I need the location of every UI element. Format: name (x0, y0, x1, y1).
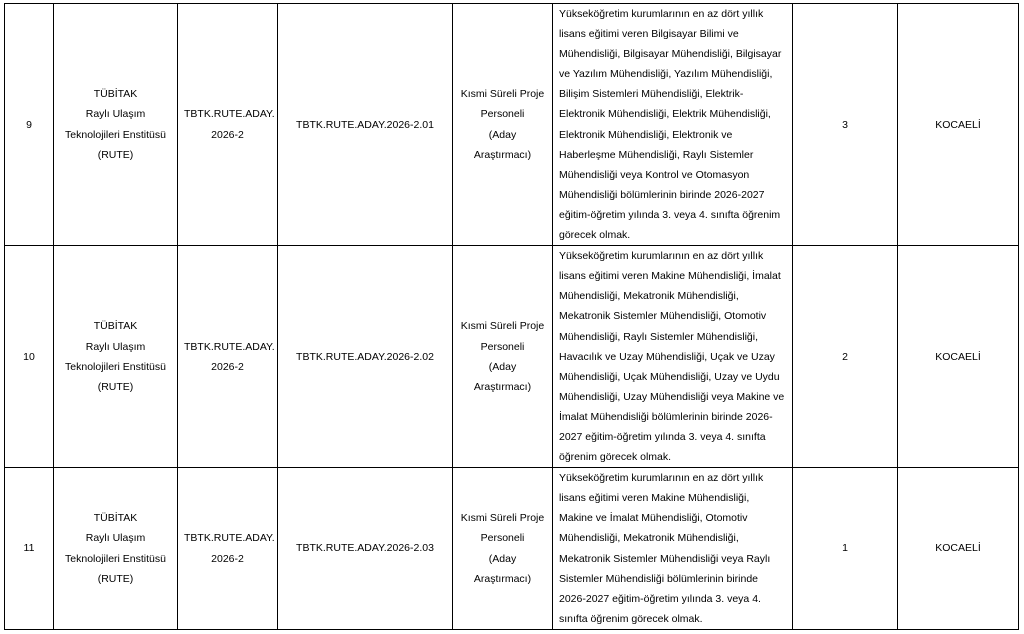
row-number-cell: 9 (5, 4, 54, 246)
requirements-cell: Yükseköğretim kurumlarının en az dört yıllık lisans eğitimi veren Makine Mühendisliği, Makine ve İmalat Mühendisliği, Otomotiv Mühendisliği, Mekatronik Mühendisliği, Mekatronik Sistemler Mühendisliği veya Raylı Sistemler Mühendisliği bölümlerinin birinde 2026-2027 eğitim-öğretim yılında 3. veya 4. sınıfta öğrenim görecek olmak. (553, 468, 793, 630)
table-row (5, 4, 1019, 246)
row-number-cell: 11 (5, 468, 54, 630)
position-code-cell: TBTK.RUTE.ADAY.2026-2.02 (278, 246, 453, 468)
position-table (4, 3, 1019, 630)
announcement-code-cell: TBTK.RUTE.ADAY. 2026-2 (178, 246, 278, 468)
position-code-cell: TBTK.RUTE.ADAY.2026-2.03 (278, 468, 453, 630)
table-row (5, 468, 1019, 630)
institution-cell: TÜBİTAK Raylı Ulaşım Teknolojileri Enstitüsü (RUTE) (54, 4, 178, 246)
position-type-cell: Kısmi Süreli Proje Personeli (Aday Araştırmacı) (453, 4, 553, 246)
position-count-cell: 2 (793, 246, 898, 468)
city-cell: KOCAELİ (898, 246, 1019, 468)
city-cell: KOCAELİ (898, 468, 1019, 630)
announcement-code-cell: TBTK.RUTE.ADAY. 2026-2 (178, 4, 278, 246)
position-type-cell: Kısmi Süreli Proje Personeli (Aday Araştırmacı) (453, 246, 553, 468)
position-type-cell: Kısmi Süreli Proje Personeli (Aday Araştırmacı) (453, 468, 553, 630)
institution-cell: TÜBİTAK Raylı Ulaşım Teknolojileri Enstitüsü (RUTE) (54, 468, 178, 630)
requirements-cell: Yükseköğretim kurumlarının en az dört yıllık lisans eğitimi veren Makine Mühendisliği, İmalat Mühendisliği, Mekatronik Mühendisliği, Mekatronik Sistemler Mühendisliği, Otomotiv Mühendisliği, Raylı Sistemler Mühendisliği, Havacılık ve Uzay Mühendisliği, Uçak ve Uzay Mühendisliği, Uçak Mühendisliği, Uzay ve Uydu Mühendisliği, Uzay Mühendisliği veya Makine ve İmalat Mühendisliği bölümlerinin birinde 2026- 2027 eğitim-öğretim yılında 3. veya 4. sınıfta öğrenim görecek olmak. (553, 246, 793, 468)
city-cell: KOCAELİ (898, 4, 1019, 246)
row-number-cell: 10 (5, 246, 54, 468)
announcement-code-cell: TBTK.RUTE.ADAY. 2026-2 (178, 468, 278, 630)
position-count-cell: 3 (793, 4, 898, 246)
table-row (5, 246, 1019, 468)
institution-cell: TÜBİTAK Raylı Ulaşım Teknolojileri Enstitüsü (RUTE) (54, 246, 178, 468)
position-count-cell: 1 (793, 468, 898, 630)
requirements-cell: Yükseköğretim kurumlarının en az dört yıllık lisans eğitimi veren Bilgisayar Bilimi ve Mühendisliği, Bilgisayar Mühendisliği, Bilgisayar ve Yazılım Mühendisliği, Yazılım Mühendisliği, Bilişim Sistemleri Mühendisliği, Elektrik- Elektronik Mühendisliği, Elektrik Mühendisliği, Elektronik Mühendisliği, Elektronik ve Haberleşme Mühendisliği, Raylı Sistemler Mühendisliği veya Kontrol ve Otomasyon Mühendisliği bölümlerinin birinde 2026-2027 eğitim-öğretim yılında 3. veya 4. sınıfta öğrenim görecek olmak. (553, 4, 793, 246)
position-code-cell: TBTK.RUTE.ADAY.2026-2.01 (278, 4, 453, 246)
